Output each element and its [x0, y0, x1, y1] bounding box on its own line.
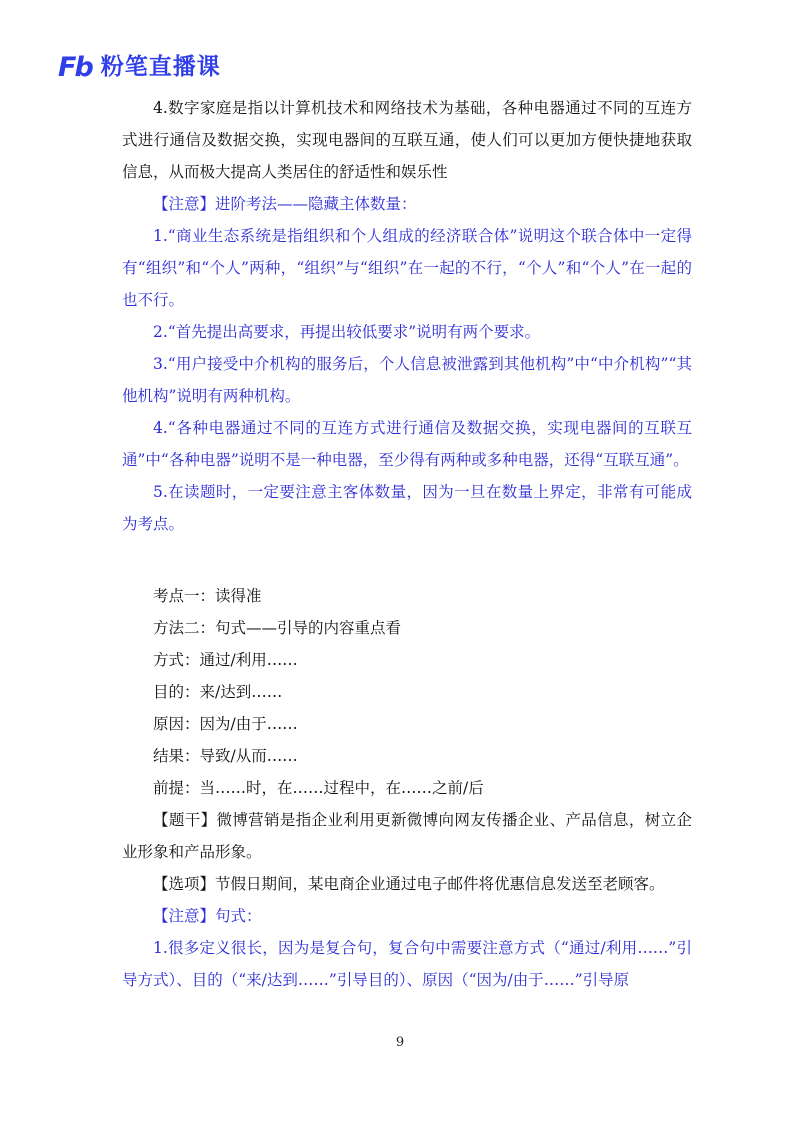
page-number: 9 — [395, 1035, 405, 1050]
note-item-2: 2.“首先提出高要求，再提出较低要求”说明有两个要求。 — [153, 323, 541, 341]
pattern-manner: 方式：通过/利用…… — [153, 651, 298, 669]
section-spacer — [122, 540, 692, 580]
note-item-4: 4.“各种电器通过不同的互连方式进行通信及数据交换，实现电器间的互联互通”中“各种电器”说明不是一种电器，至少得有两种或多种电器，还得“互联互通”。 — [122, 419, 692, 469]
brand-logo — [58, 50, 221, 84]
syntax-note-heading: 【注意】句式： — [153, 907, 262, 925]
pattern-reason: 原因：因为/由于…… — [153, 715, 298, 733]
document-body — [122, 92, 692, 996]
pattern-purpose: 目的：来/达到…… — [153, 683, 283, 701]
note-item-1: 1.“商业生态系统是指组织和个人组成的经济联合体”说明这个联合体中一定得有“组织”和“个人”两种，“组织”与“组织”在一起的不行，“个人”和“个人”在一起的也不行。 — [122, 227, 692, 309]
method-heading: 方法二：句式——引导的内容重点看 — [153, 619, 402, 637]
brand-name: 粉笔直播课 — [100, 53, 221, 80]
question-option: 【选项】节假日期间，某电商企业通过电子邮件将优惠信息发送至老顾客。 — [153, 875, 665, 893]
question-stem: 【题干】微博营销是指企业利用更新微博向网友传播企业、产品信息，树立企业形象和产品形象。 — [122, 811, 692, 861]
fb-logo-icon: Fb — [58, 51, 92, 83]
pattern-premise: 前提：当……时，在……过程中，在……之前/后 — [153, 779, 484, 797]
definition-paragraph: 4.数字家庭是指以计算机技术和网络技术为基础，各种电器通过不同的互连方式进行通信及数据交换，实现电器间的互联互通，使人们可以更加方便快捷地获取信息，从而极大提高人类居住的舒适性和娱乐性 — [122, 99, 692, 181]
note-heading: 【注意】进阶考法——隐藏主体数量： — [153, 195, 417, 213]
note-item-3: 3.“用户接受中介机构的服务后，个人信息被泄露到其他机构”中“中介机构”“其他机构”说明有两种机构。 — [122, 355, 692, 405]
topic-heading: 考点一：读得准 — [153, 587, 262, 605]
note-item-5: 5.在读题时，一定要注意主客体数量，因为一旦在数量上界定，非常有可能成为考点。 — [122, 483, 692, 533]
syntax-note-item-1: 1.很多定义很长，因为是复合句，复合句中需要注意方式（“通过/利用……”引导方式）、目的（“来/达到……”引导目的）、原因（“因为/由于……”引导原 — [122, 939, 692, 989]
pattern-result: 结果：导致/从而…… — [153, 747, 298, 765]
